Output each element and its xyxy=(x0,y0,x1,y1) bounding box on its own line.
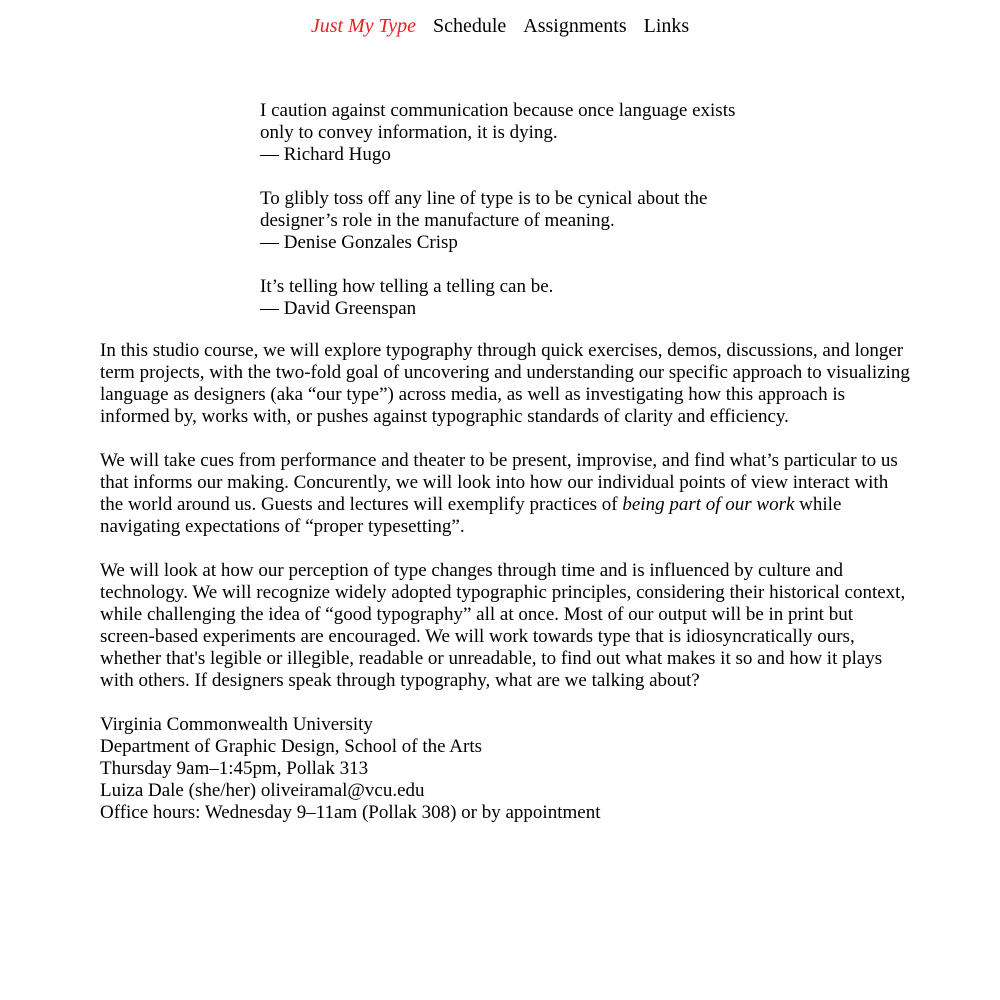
course-paragraph-perception: We will look at how our perception of type changes through time and is influenced by culture and technology. We will recognize widely adopted typographic principles, considering their historical context, while challenging the idea of “good typography” all at once. Most of our output will be in print but screen-based experiments are encouraged. We will work towards type that is idiosyncratically ours, whether that's legible or illegible, readable or unreadable, to find out what makes it so and how it plays with others. If designers speak through typography, what are we talking about? xyxy=(100,560,906,691)
quote-author: — Denise Gonzales Crisp xyxy=(260,232,458,253)
quote-block xyxy=(260,100,760,166)
course-description xyxy=(100,340,910,824)
nav-link-assignments[interactable]: Assignments xyxy=(523,15,627,37)
paragraph-text: while navigating expectations of “proper typesetting”. xyxy=(100,494,842,537)
nav-link-links[interactable]: Links xyxy=(643,15,690,37)
instructor-contact: Luiza Dale (she/her) oliveiramal@vcu.edu xyxy=(100,780,425,801)
quote-text: To glibly toss off any line of type is to be cynical about the designer’s role in the manufacture of meaning. xyxy=(260,188,708,231)
quote-text: I caution against communication because once language exists only to convey information, it is dying. xyxy=(260,100,736,143)
nav-link-schedule[interactable]: Schedule xyxy=(432,15,507,37)
class-schedule: Thursday 9am–1:45pm, Pollak 313 xyxy=(100,758,369,779)
university-name: Virginia Commonwealth University xyxy=(100,714,373,735)
course-paragraph-intro: In this studio course, we will explore typography through quick exercises, demos, discussions, and longer term projects, with the two-fold goal of uncovering and understanding our specific approach to visualizing language as designers (aka “our type”) across media, as well as investigating how this approach is informed by, works with, or pushes against typographic standards of clarity and efficiency. xyxy=(100,340,910,427)
course-paragraph-performance xyxy=(100,450,910,538)
paragraph-text: We will take cues from performance and theater to be present, improvise, and find what’s particular to us that informs our making. Concurently, we will look into how our individual points of view interact with the world around us. Guests and lectures will exemplify practices of xyxy=(100,450,898,515)
quote-text: It’s telling how telling a telling can be. xyxy=(260,276,554,297)
emphasis-text: being part of our work xyxy=(622,494,795,515)
quote-author: — David Greenspan xyxy=(260,298,417,319)
top-nav xyxy=(0,14,1000,38)
quote-author: — Richard Hugo xyxy=(260,144,391,165)
quote-block xyxy=(260,276,760,320)
course-info xyxy=(100,714,910,824)
epigraph-quotes xyxy=(260,100,760,342)
office-hours: Office hours: Wednesday 9–11am (Pollak 308) or by appointment xyxy=(100,802,601,823)
department-name: Department of Graphic Design, School of the Arts xyxy=(100,736,483,757)
quote-block xyxy=(260,188,760,254)
nav-link-just-my-type[interactable]: Just My Type xyxy=(310,15,416,37)
